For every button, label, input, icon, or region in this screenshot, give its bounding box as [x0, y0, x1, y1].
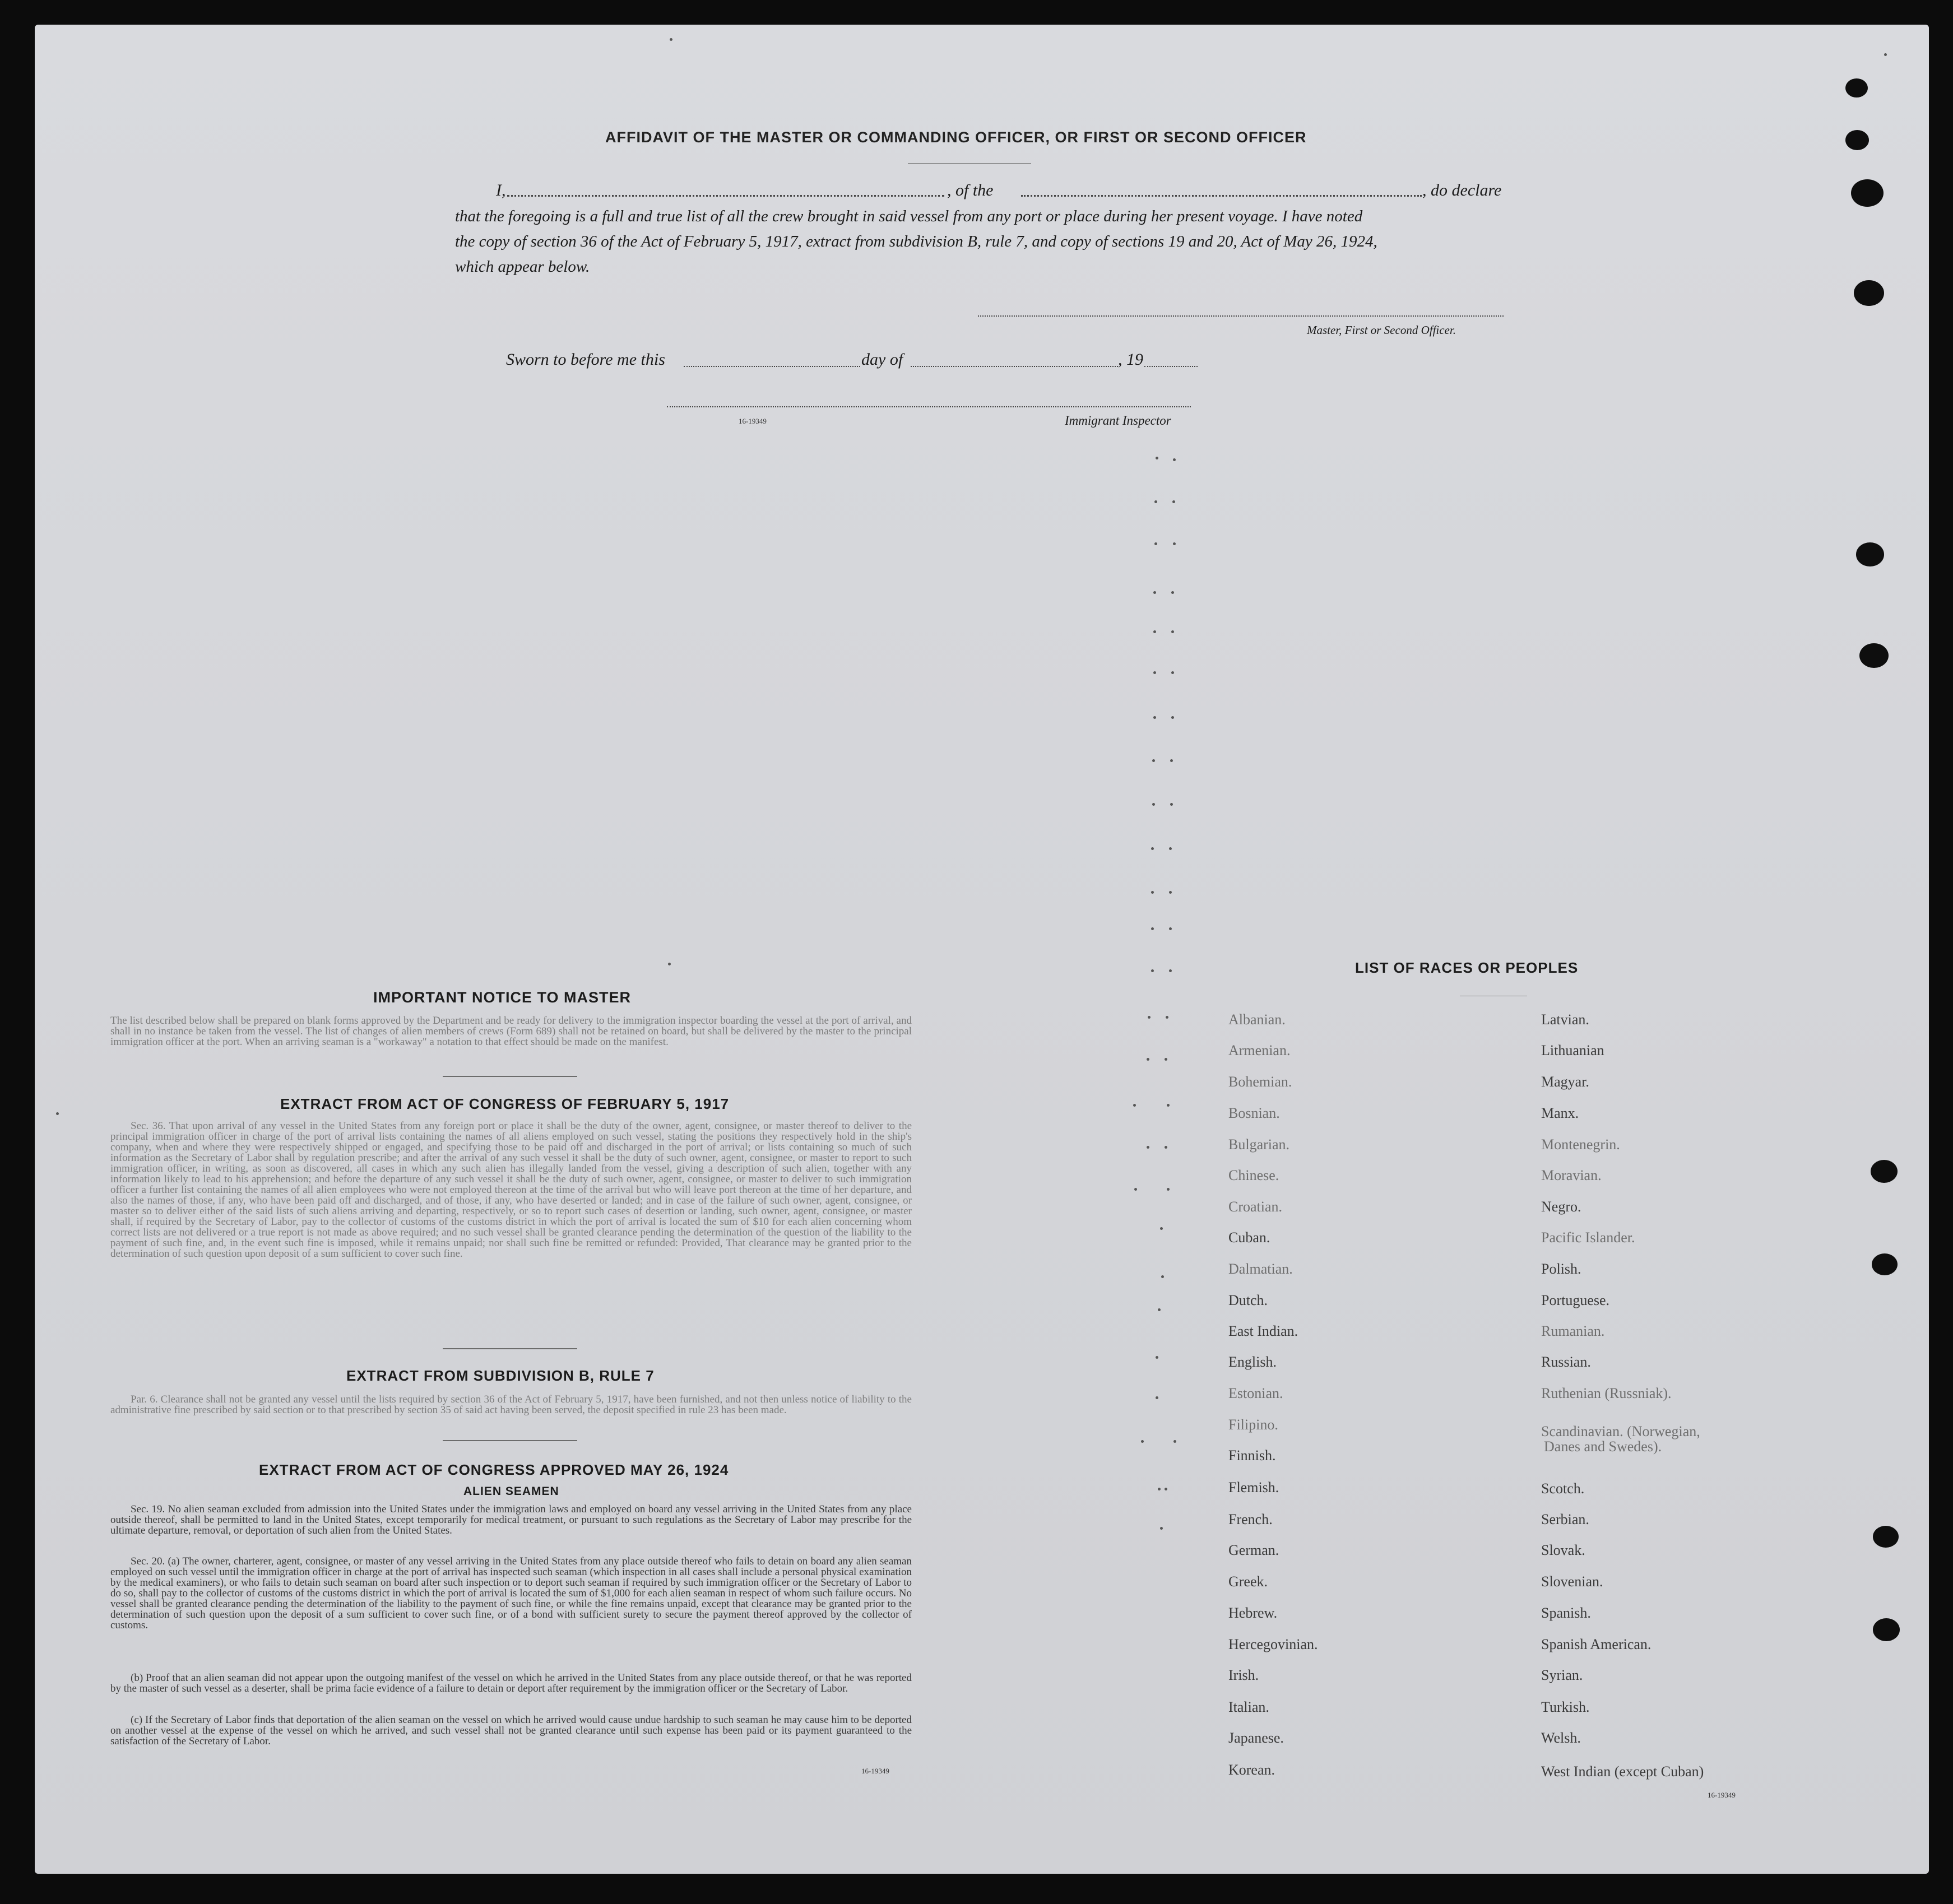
- scan-dot: [1171, 591, 1174, 594]
- scan-dot: [1153, 591, 1156, 594]
- race-item: West Indian (except Cuban): [1541, 1763, 1704, 1780]
- scan-dot: [1171, 630, 1174, 633]
- race-item: Hebrew.: [1228, 1605, 1278, 1621]
- races-title: LIST OF RACES OR PEOPLES: [1355, 959, 1579, 976]
- scan-dot: [1148, 1016, 1151, 1019]
- scan-dot: [1173, 542, 1176, 545]
- binding-hole: [1871, 1160, 1898, 1183]
- race-item: Danes and Swedes).: [1544, 1438, 1662, 1455]
- scan-dot: [1153, 630, 1156, 633]
- binding-hole: [1851, 179, 1884, 207]
- binding-hole: [1872, 1253, 1898, 1275]
- scan-dot: [1147, 1146, 1149, 1149]
- sworn-year-prefix: , 19: [1118, 350, 1143, 369]
- race-item: Latvian.: [1541, 1011, 1589, 1028]
- race-item: Albanian.: [1228, 1011, 1286, 1028]
- sec20c-text: (c) If the Secretary of Labor finds that deportation of the alien seaman on the vessel on which he arrived would cause undue hardship to such seaman he may cause him to be deported on another vessel at the expense of the vessel on which he arrived, and such vessel shall not be granted clearance until such expense has been paid or its payment guaranteed to the satisfaction of the Secretary of Labor.: [110, 1714, 912, 1747]
- scan-dot: [1165, 1488, 1167, 1490]
- affidavit-title-rule: [908, 163, 1031, 164]
- affidavit-title: AFFIDAVIT OF THE MASTER OR COMMANDING OFFICER, OR FIRST OR SECOND OFFICER: [605, 129, 1307, 146]
- race-item: French.: [1228, 1511, 1273, 1527]
- extract-1917-text: Sec. 36. That upon arrival of any vessel in the United States from any foreign port or place it shall be the duty of the owner, agent, consignee, or master thereof to deliver to the principal immigration officer in charge of the port of arrival lists containing the names of all aliens employed on such vessel, stating the positions they respectively hold in the ship's company, when and where they were respectively shipped or engaged, and specifying those to be paid off and discharged in the port of arrival; or lists containing so much of such information as the Secretary of Labor shall by regulation prescribe; and after the arrival of any such vessel it shall be the duty of such owner, agent, consignee, or master to report to such immigration officer, in writing, as soon as discovered, all cases in which any such alien has illegally landed from the vessel, giving a description of such alien, together with any information likely to lead to his apprehension; and before the departure of any such vessel it shall be the duty of such owner, agent, consignee, or master to deliver to such immigration officer a further list containing the names of all alien employees who were not employed thereon at the time of the arrival but who will leave port thereon at the time of her departure, and also the names of those, if any, who have been paid off and discharged, and of those, if any, who have deserted or landed; and in case of the failure of such owner, agent, consignee, or master so to deliver either of the said lists of such aliens arriving and departing, respectively, or so to report such cases of desertion or landing, such owner, agent, consignee, or master shall, if required by the Secretary of Labor, pay to the collector of customs of the customs district in which the port of arrival is located the sum of $10 for each alien concerning whom correct lists are not delivered or a true report is not made as above required; and no such vessel shall be granted clearance pending the determination of the question of the liability to the payment of such fine, and, in the event such fine is imposed, while it remains unpaid; nor shall such fine be remitted or refunded: Provided, That clearance may be granted prior to the determination of such question upon deposit of a sum sufficient to cover such fine.: [110, 1120, 912, 1260]
- scan-dot: [1151, 927, 1154, 930]
- race-item: Russian.: [1541, 1354, 1591, 1370]
- race-item: Serbian.: [1541, 1511, 1589, 1527]
- scan-dot: [1167, 1104, 1170, 1107]
- race-item: Ruthenian (Russniak).: [1541, 1385, 1672, 1401]
- race-item: Dutch.: [1228, 1292, 1268, 1308]
- rule7-title: EXTRACT FROM SUBDIVISION B, RULE 7: [346, 1367, 655, 1384]
- notice-rule: [443, 1076, 577, 1077]
- scan-dot: [1151, 847, 1154, 850]
- race-item: Negro.: [1541, 1199, 1581, 1215]
- scan-dot: [1158, 1488, 1161, 1490]
- scan-dot: [1151, 969, 1154, 972]
- race-item: Montenegrin.: [1541, 1136, 1620, 1153]
- inspector-signature-line[interactable]: [667, 406, 1191, 407]
- notice-title: IMPORTANT NOTICE TO MASTER: [373, 989, 631, 1006]
- affidavit-name-field[interactable]: [507, 195, 944, 197]
- scan-dot: [1156, 1356, 1158, 1359]
- binding-hole: [1873, 1526, 1899, 1548]
- scan-dot: [1160, 1527, 1163, 1530]
- scan-dot: [1165, 1058, 1167, 1061]
- race-item: Chinese.: [1228, 1167, 1279, 1183]
- sworn-day-field[interactable]: [684, 366, 860, 367]
- scan-dot: [1152, 759, 1155, 762]
- race-item: Japanese.: [1228, 1730, 1284, 1746]
- race-item: German.: [1228, 1542, 1279, 1558]
- race-item: Hercegovinian.: [1228, 1636, 1318, 1652]
- affidavit-vessel-field[interactable]: [1021, 195, 1422, 197]
- scan-dot: [1169, 927, 1172, 930]
- race-item: Magyar.: [1541, 1074, 1589, 1090]
- race-item: Estonian.: [1228, 1385, 1283, 1401]
- extract-1917-rule: [443, 1348, 577, 1349]
- race-item: Scandinavian. (Norwegian,: [1541, 1423, 1700, 1439]
- binding-hole: [1873, 1618, 1900, 1641]
- affidavit-form-number: 16-19349: [739, 417, 767, 425]
- race-item: Irish.: [1228, 1667, 1259, 1683]
- rule7-rule: [443, 1440, 577, 1441]
- scan-dot: [1884, 53, 1887, 56]
- race-item: Spanish American.: [1541, 1636, 1652, 1652]
- scan-dot: [1152, 803, 1155, 806]
- binding-hole: [1845, 78, 1868, 97]
- affidavit-line-4: which appear below.: [455, 258, 590, 276]
- race-item: Portuguese.: [1541, 1292, 1610, 1308]
- sworn-day-of: day of: [861, 350, 903, 369]
- race-item: Finnish.: [1228, 1447, 1276, 1464]
- affidavit-line-1-of-the: , of the: [947, 181, 994, 199]
- scan-dot: [1170, 803, 1173, 806]
- extract-1917-title: EXTRACT FROM ACT OF CONGRESS OF FEBRUARY 5, 1917: [280, 1095, 730, 1112]
- inspector-label: Immigrant Inspector: [1065, 414, 1171, 428]
- race-item: English.: [1228, 1354, 1277, 1370]
- rule7-text: Par. 6. Clearance shall not be granted any vessel until the lists required by section 36 of the Act of February 5, 1917, have been furnished, and not then unless notice of liability to the administrative fine prescribed by said section or to that prescribed by section 35 of said act having been served, the deposit specified in rule 23 has been made.: [110, 1394, 912, 1416]
- alien-seamen-subtitle: ALIEN SEAMEN: [463, 1485, 559, 1498]
- scan-dot: [1173, 458, 1176, 461]
- binding-hole: [1845, 130, 1869, 150]
- scan-dot: [1153, 671, 1156, 674]
- scan-dot: [1171, 671, 1174, 674]
- scan-dot: [1147, 1058, 1149, 1061]
- scan-dot: [1154, 500, 1157, 503]
- scan-dot: [1134, 1188, 1137, 1191]
- scan-dot: [1169, 891, 1172, 894]
- sworn-month-field[interactable]: [911, 366, 1118, 367]
- scan-dot: [1133, 1104, 1136, 1107]
- race-item: Flemish.: [1228, 1479, 1279, 1496]
- scan-dot: [1173, 1440, 1176, 1443]
- race-item: Syrian.: [1541, 1667, 1583, 1683]
- race-item: Slovenian.: [1541, 1573, 1603, 1590]
- race-item: Cuban.: [1228, 1229, 1270, 1246]
- master-signature-line[interactable]: [978, 315, 1504, 317]
- scan-dot: [1156, 457, 1158, 459]
- race-item: Italian.: [1228, 1699, 1269, 1715]
- race-item: Scotch.: [1541, 1480, 1585, 1497]
- race-item: Spanish.: [1541, 1605, 1591, 1621]
- binding-hole: [1856, 542, 1884, 566]
- affidavit-line-1-declare: , do declare: [1422, 181, 1502, 199]
- scan-dot: [1172, 500, 1175, 503]
- scan-dot: [1154, 542, 1157, 545]
- sec19-text: Sec. 19. No alien seaman excluded from admission into the United States under the immigration laws and employed on board any vessel arriving in the United States from any place outside thereof, shall be permitted to land in the United States, except temporarily for medical treatment, or pursuant to such regulations as the Secretary of Labor may prescribe for the ultimate departure, removal, or deportation of such alien from the United States.: [110, 1503, 912, 1536]
- race-item: East Indian.: [1228, 1323, 1298, 1339]
- races-form-number: 16-19349: [1708, 1791, 1736, 1799]
- scan-dot: [1171, 716, 1174, 719]
- race-item: Rumanian.: [1541, 1323, 1605, 1339]
- notice-text: The list described below shall be prepared on blank forms approved by the Department and be ready for delivery to the immigration inspector boarding the vessel at the port of arrival, and shall in no instance be taken from the vessel. The list of changes of alien members of crews (Form 689) shall not be retained on board, but shall be delivered by the master to the principal immigration officer at the port. When an arriving seaman is a "workaway" a notation to that effect should be made on the manifest.: [110, 1015, 912, 1048]
- scan-dot: [1170, 759, 1173, 762]
- affidavit-line-3: the copy of section 36 of the Act of February 5, 1917, extract from subdivision B, rule 7, and copy of sections 19 and 20, Act of May 26, 1924,: [455, 233, 1377, 250]
- scan-dot: [1151, 891, 1154, 894]
- race-item: Welsh.: [1541, 1730, 1581, 1746]
- race-item: Bohemian.: [1228, 1074, 1292, 1090]
- race-item: Polish.: [1541, 1261, 1581, 1277]
- race-item: Bulgarian.: [1228, 1136, 1290, 1153]
- sec20a-text: Sec. 20. (a) The owner, charterer, agent, consignee, or master of any vessel arriving in the United States from any place outside thereof who fails to detain on board any alien seaman employed on such vessel until the immigration officer in charge at the port of arrival has inspected such seaman (which inspection in all cases shall include a personal physical examination by the medical examiners), or who fails to detain such seaman on board after such inspection or to deport such seaman if required by such immigration officer or the Secretary of Labor to do so, shall pay to the collector of customs of the customs district in which the port of arrival is located the sum of $1,000 for each alien seaman in respect of whom such failure occurs. No vessel shall be granted clearance pending the determination of the liability to the payment of such fine, or while the fine remains unpaid, except that clearance may be granted prior to the determination of such question upon the deposit of a sum sufficient to cover such fine, or of a bond with sufficient surety to secure the payment thereof approved by the collector of customs.: [110, 1555, 912, 1631]
- scan-dot: [1153, 716, 1156, 719]
- sec20b-text: (b) Proof that an alien seaman did not appear upon the outgoing manifest of the vessel on which he arrived in the United States from any place outside thereof, or that he was reported by the master of such vessel as a deserter, shall be prima facie evidence of a failure to detain or deport after requirement by the immigration officer or the Secretary of Labor.: [110, 1672, 912, 1694]
- race-item: Armenian.: [1228, 1042, 1291, 1058]
- affidavit-line-1-i: I,: [496, 181, 506, 199]
- extract-1924-title: EXTRACT FROM ACT OF CONGRESS APPROVED MAY 26, 1924: [259, 1461, 729, 1478]
- master-signature-label: Master, First or Second Officer.: [1307, 323, 1456, 337]
- race-item: Manx.: [1541, 1105, 1579, 1121]
- race-item: Bosnian.: [1228, 1105, 1280, 1121]
- race-item: Slovak.: [1541, 1542, 1585, 1558]
- scan-dot: [1156, 1396, 1158, 1399]
- race-item: Turkish.: [1541, 1699, 1590, 1715]
- sworn-year-field[interactable]: [1144, 366, 1198, 367]
- scan-dot: [1160, 1227, 1163, 1230]
- race-item: Korean.: [1228, 1762, 1275, 1778]
- scan-dot: [1165, 1146, 1167, 1149]
- scan-dot: [56, 1112, 59, 1115]
- race-item: Dalmatian.: [1228, 1261, 1293, 1277]
- scan-dot: [670, 38, 672, 41]
- extract-form-number: 16-19349: [861, 1767, 889, 1775]
- scan-dot: [1169, 847, 1172, 850]
- scan-dot: [1161, 1275, 1164, 1278]
- scan-dot: [1158, 1308, 1161, 1311]
- scan-dot: [1167, 1188, 1170, 1191]
- sworn-prefix: Sworn to before me this: [506, 350, 665, 369]
- race-item: Moravian.: [1541, 1167, 1602, 1183]
- scan-dot: [668, 963, 671, 965]
- binding-hole: [1854, 280, 1884, 306]
- scan-dot: [1169, 969, 1172, 972]
- affidavit-line-2: that the foregoing is a full and true list of all the crew brought in said vessel from any port or place during her present voyage. I have noted: [455, 207, 1363, 225]
- binding-hole: [1859, 643, 1889, 668]
- race-item: Croatian.: [1228, 1199, 1283, 1215]
- race-item: Pacific Islander.: [1541, 1229, 1635, 1246]
- race-item: Greek.: [1228, 1573, 1268, 1590]
- scan-dot: [1141, 1440, 1144, 1443]
- race-item: Filipino.: [1228, 1417, 1278, 1433]
- race-item: Lithuanian: [1541, 1042, 1604, 1058]
- scan-dot: [1166, 1016, 1168, 1019]
